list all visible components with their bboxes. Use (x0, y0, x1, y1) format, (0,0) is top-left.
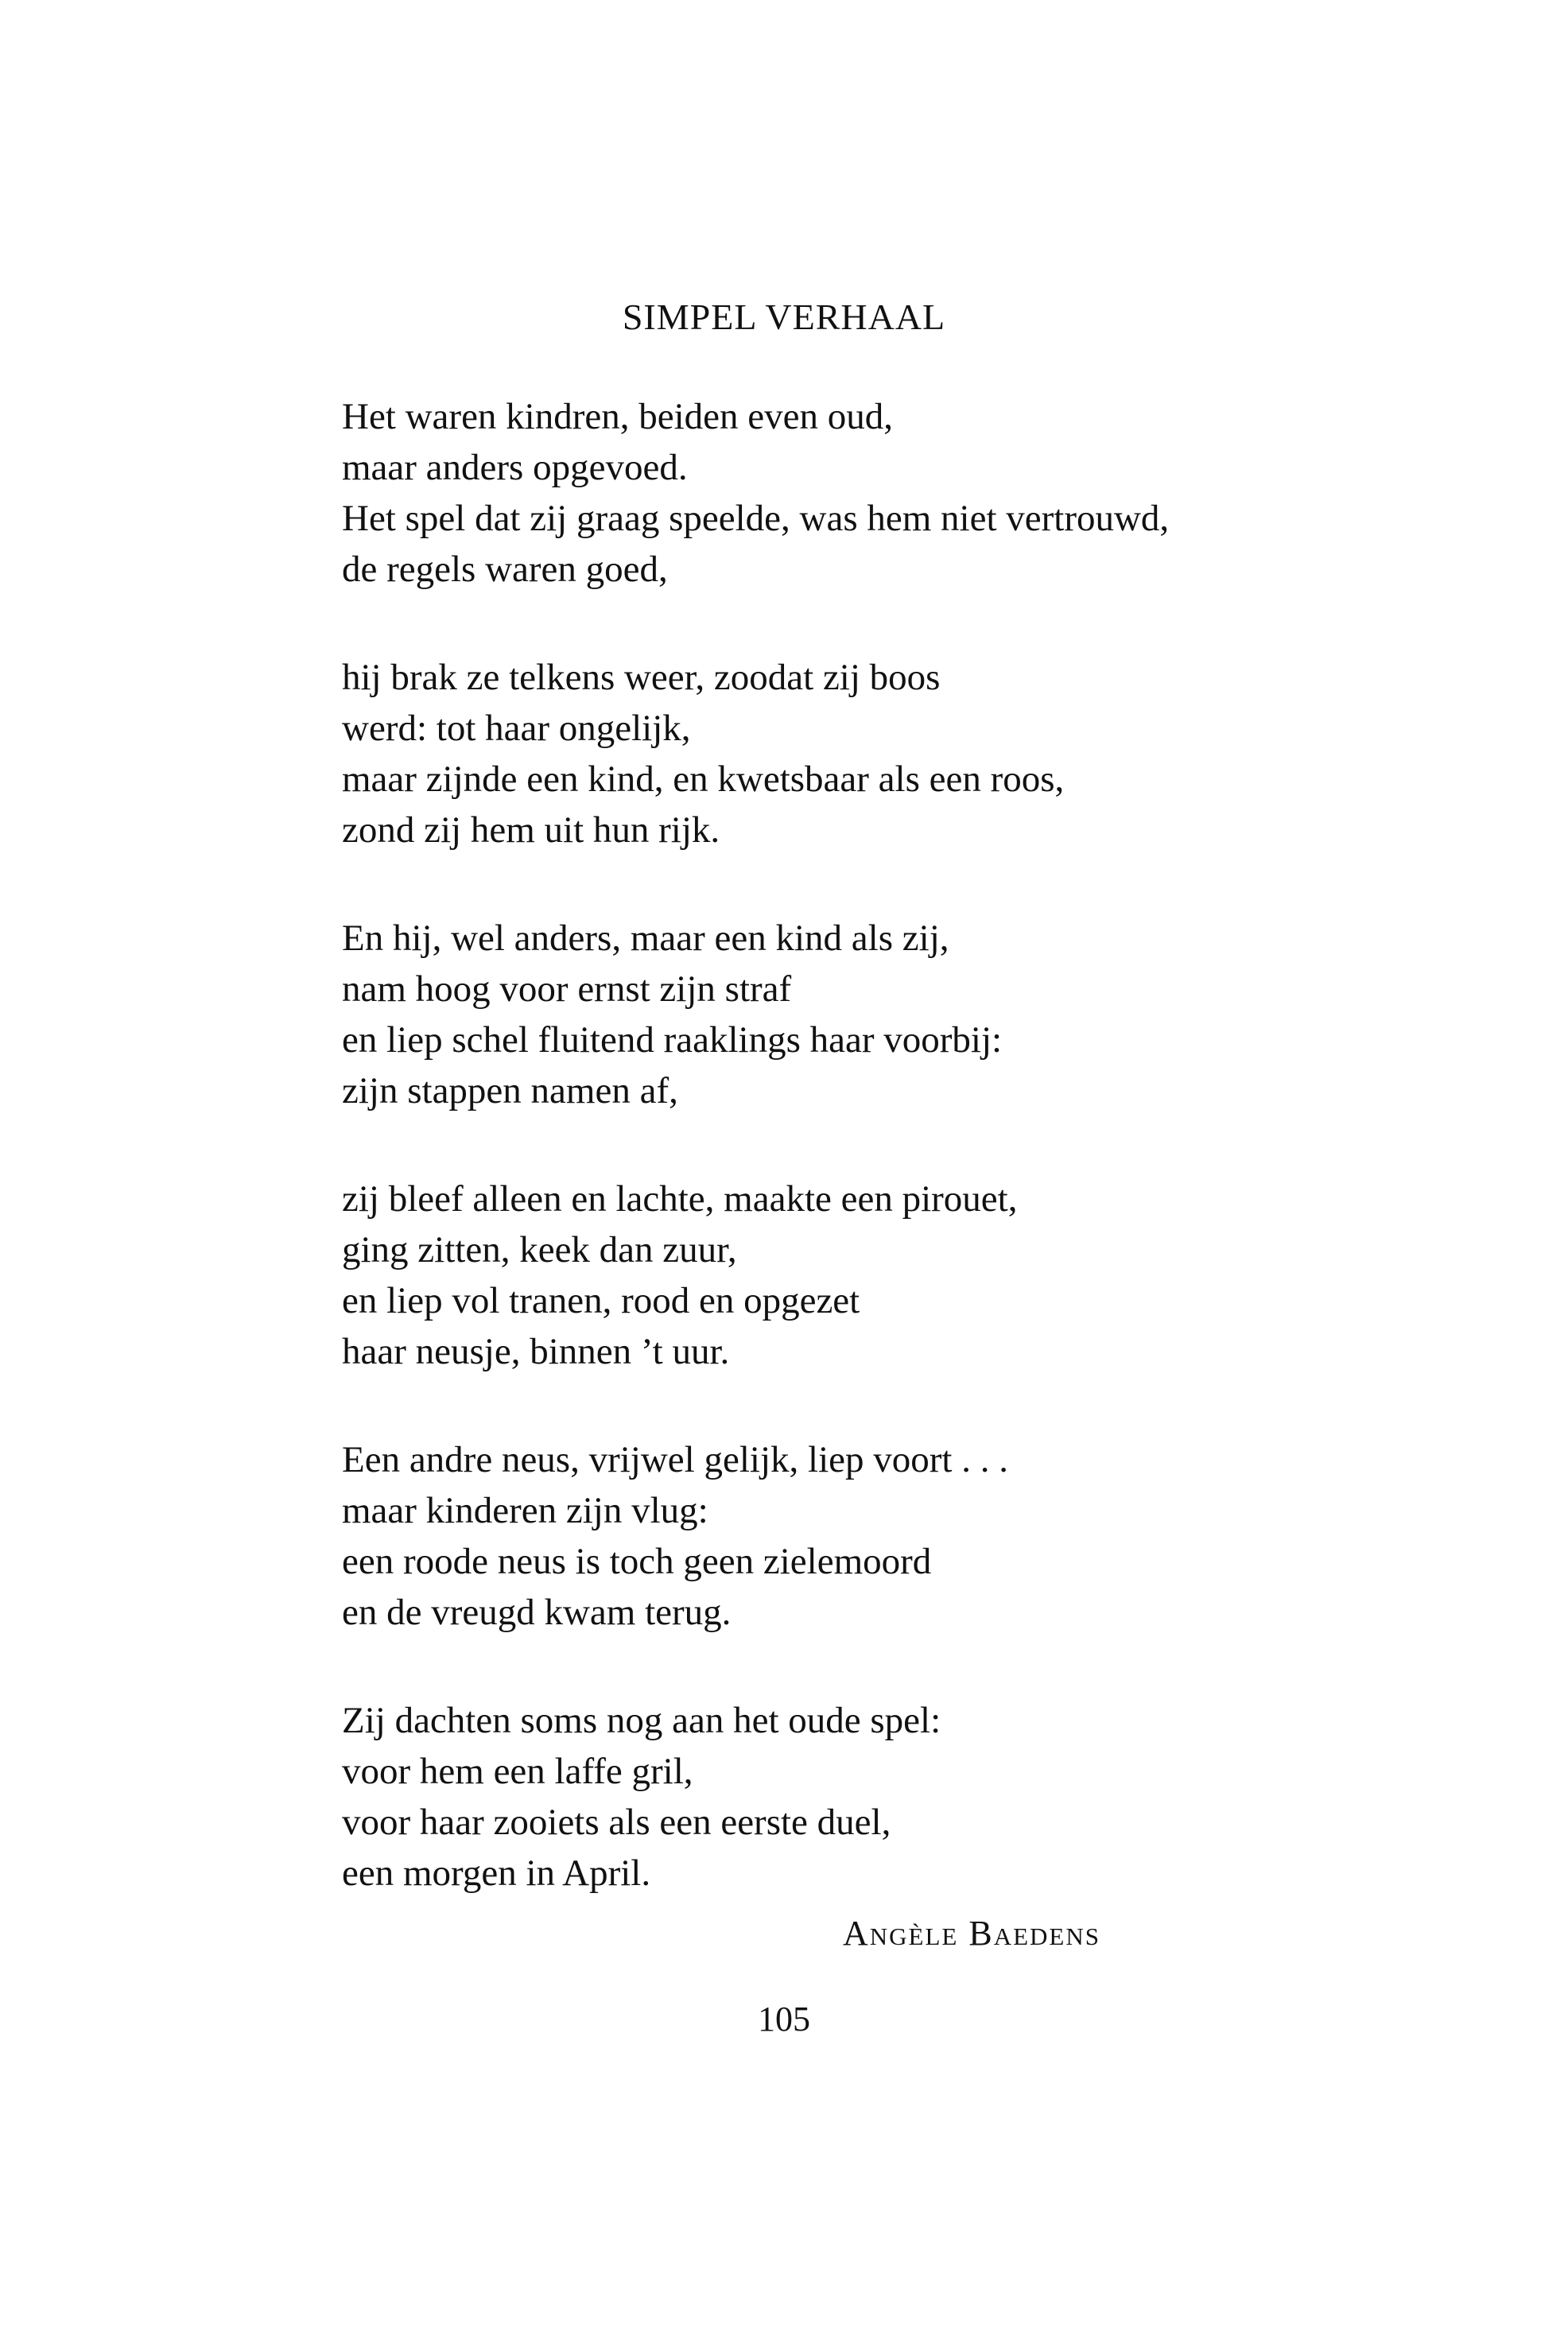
stanza-3 (342, 913, 1535, 1116)
poem-line: Een andre neus, vrijwel gelijk, liep voort . . . (342, 1439, 1008, 1480)
poem-line: zond zij hem uit hun rijk. (342, 809, 720, 851)
poem-body (342, 391, 1535, 1956)
poem-title: SIMPEL VERHAAL (622, 297, 946, 337)
stanza-5 (342, 1434, 1535, 1638)
poem-line: maar zijnde een kind, en kwetsbaar als een roos, (342, 758, 1065, 800)
stanza-6 (342, 1695, 1535, 1899)
poem-line: maar kinderen zijn vlug: (342, 1490, 708, 1531)
poem-line: werd: tot haar ongelijk, (342, 708, 691, 749)
poem-line: een morgen in April. (342, 1852, 651, 1894)
poem-line: nam hoog voor ernst zijn straf (342, 968, 792, 1010)
poem-line: Zij dachten soms nog aan het oude spel: (342, 1700, 941, 1741)
poem-line: en liep vol tranen, rood en opgezet (342, 1280, 860, 1321)
poem-line: Het waren kindren, beiden even oud, (342, 396, 893, 437)
stanza-1 (342, 391, 1535, 595)
page-number: 105 (758, 2000, 810, 2039)
poem-line: en liep schel fluitend raaklings haar voorbij: (342, 1019, 1003, 1061)
poem-line: en de vreugd kwam terug. (342, 1592, 732, 1633)
poem-line: voor hem een laffe gril, (342, 1751, 693, 1792)
stanza-4 (342, 1174, 1535, 1377)
poem-line: ging zitten, keek dan zuur, (342, 1229, 737, 1270)
poem-line: Het spel dat zij graag speelde, was hem niet vertrouwd, (342, 498, 1170, 539)
poem-line: een roode neus is toch geen zielemoord (342, 1541, 932, 1582)
stanza-2 (342, 652, 1535, 855)
poem-line: zijn stappen namen af, (342, 1070, 678, 1111)
poem-line: haar neusje, binnen ’t uur. (342, 1331, 730, 1372)
poem-line: maar anders opgevoed. (342, 447, 688, 488)
poem-line: zij bleef alleen en lachte, maakte een pirouet, (342, 1178, 1018, 1220)
poem-line: voor haar zooiets als een eerste duel, (342, 1802, 891, 1843)
author-signature: Angèle Baedens (843, 1914, 1100, 1953)
poem-line: En hij, wel anders, maar een kind als zij, (342, 917, 949, 959)
poem-line: de regels waren goed, (342, 549, 668, 590)
poem-line: hij brak ze telkens weer, zoodat zij boos (342, 657, 941, 698)
